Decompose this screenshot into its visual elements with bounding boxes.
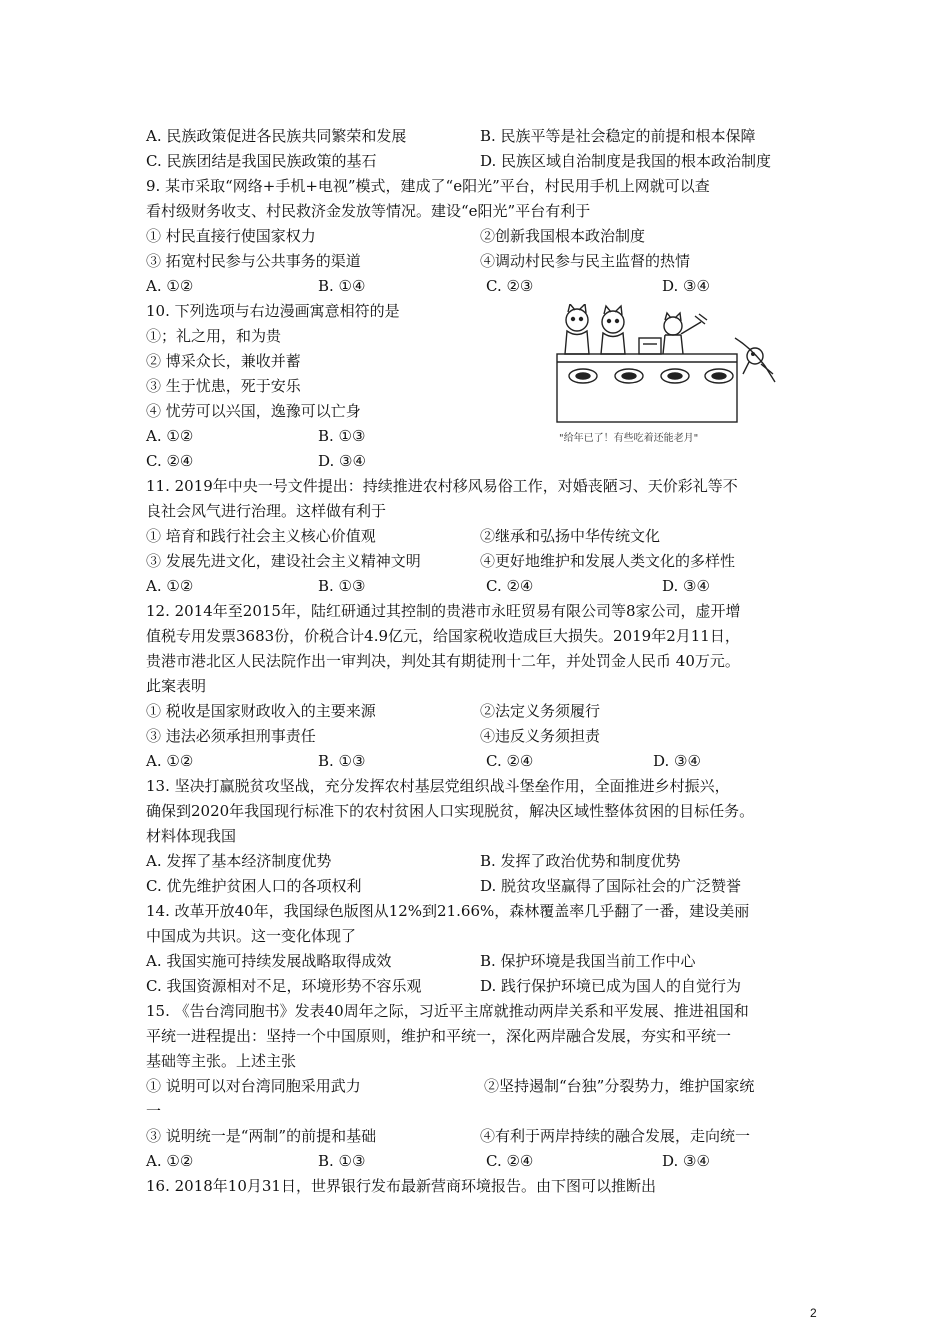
q12-statement-1: ① 税收是国家财政收入的主要来源	[146, 702, 376, 720]
q10-statement-1: ①；礼之用，和为贵	[146, 327, 282, 345]
q10-stem: 10. 下列选项与右边漫画寓意相符的是	[146, 302, 400, 320]
q15-option-d: D. ③④	[662, 1152, 710, 1170]
q9-option-c: C. ②③	[486, 277, 534, 295]
q12-statement-4: ④违反义务须担责	[480, 727, 601, 745]
q11-option-b: B. ①③	[318, 577, 366, 595]
q11-stem-line2: 良社会风气进行治理。这样做有利于	[146, 502, 387, 520]
q11-statement-2: ②继承和弘扬中华传统文化	[480, 527, 661, 545]
q14-stem-line1: 14. 改革开放40年，我国绿色版图从12%到21.66%，森林覆盖率几乎翻了一番，建设美丽	[146, 902, 750, 920]
q15-option-a: A. ①②	[146, 1152, 194, 1170]
q10-option-d: D. ③④	[318, 452, 366, 470]
q9-option-b: B. ①④	[318, 277, 366, 295]
q11-statement-4: ④更好地维护和发展人类文化的多样性	[480, 552, 736, 570]
q15-statement-2-wrap: 一	[146, 1102, 162, 1120]
q14-option-c: C. 我国资源相对不足，环境形势不容乐观	[146, 977, 422, 995]
q13-option-b: B. 发挥了政治优势和制度优势	[480, 852, 681, 870]
q13-option-d: D. 脱贫攻坚赢得了国际社会的广泛赞誉	[480, 877, 742, 895]
q14-option-b: B. 保护环境是我国当前工作中心	[480, 952, 696, 970]
q10-statement-2: ② 博采众长，兼收并蓄	[146, 352, 301, 370]
q12-stem-line4: 此案表明	[146, 677, 207, 695]
q10-statement-4: ④ 忧劳可以兴国，逸豫可以亡身	[146, 402, 361, 420]
q14-stem-line2: 中国成为共识。这一变化体现了	[146, 927, 357, 945]
q9-stem-line1: 9. 某市采取“网络+手机+电视”模式，建成了“e阳光”平台，村民用手机上网就可以查	[146, 177, 710, 195]
q13-stem-line3: 材料体现我国	[146, 827, 237, 845]
q12-stem-line3: 贵港市港北区人民法院作出一审判决，判处其有期徒刑十二年，并处罚金人民币 40万元。	[146, 652, 740, 670]
q12-statement-2: ②法定义务须履行	[480, 702, 601, 720]
q12-option-b: B. ①③	[318, 752, 366, 770]
q9-option-a: A. ①②	[146, 277, 194, 295]
q11-option-d: D. ③④	[662, 577, 710, 595]
q13-stem-line1: 13. 坚决打赢脱贫攻坚战，充分发挥农村基层党组织战斗堡垒作用，全面推进乡村振兴，	[146, 777, 730, 795]
q10-cartoon-image	[555, 304, 781, 454]
q8-option-d: D. 民族区域自治制度是我国的根本政治制度	[480, 152, 772, 170]
q15-stem-line2: 平统一进程提出：坚持一个中国原则，维护和平统一，深化两岸融合发展，夯实和平统一	[146, 1027, 732, 1045]
q13-option-c: C. 优先维护贫困人口的各项权利	[146, 877, 362, 895]
q10-option-b: B. ①③	[318, 427, 366, 445]
q10-option-a: A. ①②	[146, 427, 194, 445]
q15-statement-3: ③ 说明统一是“两制”的前提和基础	[146, 1127, 377, 1145]
q9-option-d: D. ③④	[662, 277, 710, 295]
q11-option-a: A. ①②	[146, 577, 194, 595]
page-number: 2	[810, 1306, 817, 1320]
q12-stem-line2: 值税专用发票3683份，价税合计4.9亿元，给国家税收造成巨大损失。2019年2月11日，	[146, 627, 740, 645]
cartoon-caption: "给年已了！有些吃着还能老月"	[559, 433, 699, 444]
q9-statement-4: ④调动村民参与民主监督的热情	[480, 252, 691, 270]
q9-stem-line2: 看村级财务收支、村民救济金发放等情况。建设“e阳光”平台有利于	[146, 202, 591, 220]
q11-statement-3: ③ 发展先进文化，建设社会主义精神文明	[146, 552, 421, 570]
q15-option-b: B. ①③	[318, 1152, 366, 1170]
q15-statement-1: ① 说明可以对台湾同胞采用武力	[146, 1077, 361, 1095]
q10-option-c: C. ②④	[146, 452, 194, 470]
q12-statement-3: ③ 违法必须承担刑事责任	[146, 727, 316, 745]
q14-option-a: A. 我国实施可持续发展战略取得成效	[146, 952, 392, 970]
q11-statement-1: ① 培育和践行社会主义核心价值观	[146, 527, 376, 545]
q12-stem-line1: 12. 2014年至2015年，陆红研通过其控制的贵港市永旺贸易有限公司等8家公司，虚开增	[146, 602, 741, 620]
q12-option-c: C. ②④	[486, 752, 534, 770]
q13-stem-line2: 确保到2020年我国现行标准下的农村贫困人口实现脱贫，解决区域性整体贫困的目标任务。	[146, 802, 755, 820]
q16-stem: 16. 2018年10月31日，世界银行发布最新营商环境报告。由下图可以推断出	[146, 1177, 656, 1195]
q9-statement-1: ① 村民直接行使国家权力	[146, 227, 316, 245]
q9-statement-2: ②创新我国根本政治制度	[480, 227, 646, 245]
q15-option-c: C. ②④	[486, 1152, 534, 1170]
q14-option-d: D. 践行保护环境已成为国人的自觉行为	[480, 977, 742, 995]
cartoon-drawing	[555, 304, 781, 432]
q8-option-b: B. 民族平等是社会稳定的前提和根本保障	[480, 127, 756, 145]
q15-stem-line1: 15. 《告台湾同胞书》发表40周年之际，习近平主席就推动两岸关系和平发展、推进祖国和	[146, 1002, 749, 1020]
q8-option-a: A. 民族政策促进各民族共同繁荣和发展	[146, 127, 407, 145]
q12-option-d: D. ③④	[653, 752, 701, 770]
q10-statement-3: ③ 生于忧患，死于安乐	[146, 377, 301, 395]
q11-option-c: C. ②④	[486, 577, 534, 595]
q15-stem-line3: 基础等主张。上述主张	[146, 1052, 297, 1070]
q13-option-a: A. 发挥了基本经济制度优势	[146, 852, 332, 870]
q9-statement-3: ③ 拓宽村民参与公共事务的渠道	[146, 252, 361, 270]
q12-option-a: A. ①②	[146, 752, 194, 770]
q15-statement-2: ②坚持遏制“台独”分裂势力，维护国家统	[484, 1077, 755, 1095]
q8-option-c: C. 民族团结是我国民族政策的基石	[146, 152, 377, 170]
q11-stem-line1: 11. 2019年中央一号文件提出：持续推进农村移风易俗工作，对婚丧陋习、天价彩礼等不	[146, 477, 738, 495]
q15-statement-4: ④有利于两岸持续的融合发展，走向统一	[480, 1127, 751, 1145]
